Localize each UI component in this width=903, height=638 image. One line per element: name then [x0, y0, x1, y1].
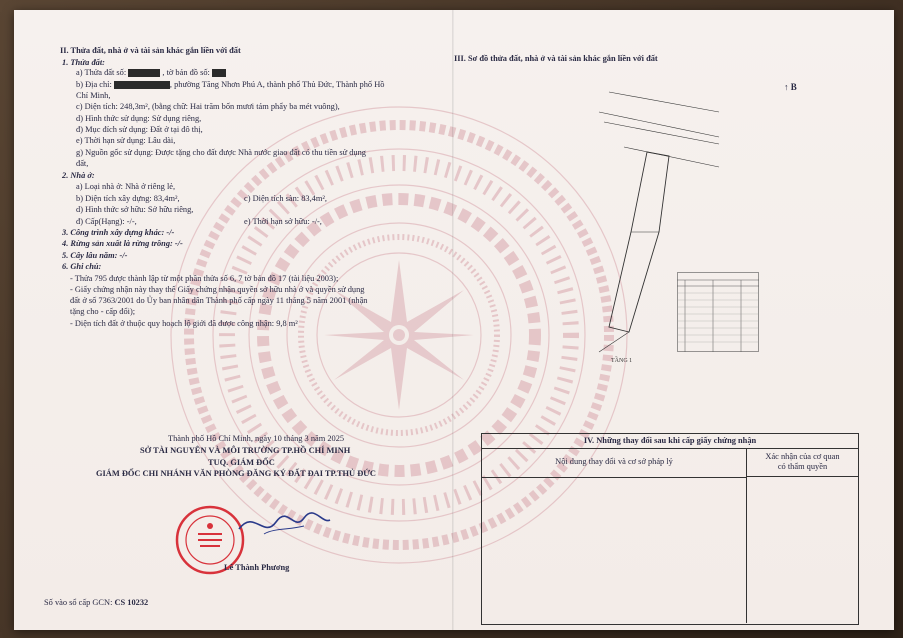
house-ownership: d) Hình thức sở hữu: Sở hữu riêng,: [76, 205, 194, 214]
note-2c: tặng cho - cấp đổi);: [70, 307, 136, 316]
map-sheet-label: , tờ bản đồ số:: [162, 68, 210, 77]
address-rest: , phường Tăng Nhơn Phú A, thành phố Thủ Đức, Thành phố Hồ: [169, 80, 385, 89]
column-divider: [746, 477, 747, 623]
land-parcel-line: [76, 68, 226, 79]
house-section-title: 2. Nhà ở:: [62, 171, 95, 180]
registry-label: Số vào sổ cấp GCN:: [44, 598, 113, 607]
coordinate-table-icon: [677, 272, 759, 352]
planted-forest: 4. Rừng sản xuất là rừng trồng: -/-: [62, 239, 183, 248]
house-term: e) Thời hạn sở hữu: -/-,: [244, 217, 322, 226]
land-section-title: 1. Thửa đất:: [62, 58, 105, 67]
area-line: c) Diện tích: 248,3m², (bằng chữ: Hai trăm bốn mươi tám phẩy ba mét vuông),: [76, 102, 340, 111]
registry-number: CS 10232: [114, 598, 149, 607]
issue-date: Thành phố Hồ Chí Minh, ngày 10 tháng 3 năm 2025: [168, 434, 345, 443]
authority-line-2: có thẩm quyền: [777, 462, 828, 471]
perennial-trees: 5. Cây lâu năm: -/-: [62, 251, 128, 260]
redacted-parcel: [128, 69, 160, 77]
parcel-label: a) Thửa đất số:: [76, 68, 127, 77]
note-2b: đất ở số 7363/2001 do Ủy ban nhân dân Thành phố cấp ngày 11 tháng 5 năm 2001 (nhận: [70, 296, 368, 305]
note-1: - Thửa 795 được thành lập từ một phần thửa số 6, 7 tờ bản đồ 17 (tài liệu 2003);: [70, 274, 339, 283]
north-label: B: [790, 82, 797, 92]
house-floor-area: c) Diện tích sàn: 83,4m²,: [244, 194, 327, 203]
north-arrow: [784, 82, 797, 92]
department-name: SỞ TÀI NGUYÊN VÀ MÔI TRƯỜNG TP.HỒ CHÍ MINH: [140, 446, 351, 455]
map-caption: TẦNG 1: [611, 358, 633, 364]
address-label: b) Địa chỉ:: [76, 80, 112, 89]
usage-purpose: đ) Mục đích sử dụng: Đất ở tại đô thị,: [76, 125, 203, 134]
redacted-sheet: [212, 69, 226, 77]
north-arrow-icon: ↑: [784, 82, 789, 92]
house-build-area: b) Diện tích xây dựng: 83,4m²,: [76, 194, 180, 203]
usage-term: e) Thời hạn sử dụng: Lâu dài,: [76, 136, 176, 145]
usage-form: d) Hình thức sử dụng: Sử dụng riêng,: [76, 114, 202, 123]
note-3: - Diện tích đất ở thuộc quy hoạch lộ giới đã được công nhận: 9,8 m²: [70, 319, 298, 328]
address-line: [76, 80, 384, 91]
redacted-address: [114, 81, 170, 89]
house-grade: đ) Cấp(Hạng): -/-,: [76, 217, 137, 226]
center-fold: [452, 10, 454, 630]
director-title: GIÁM ĐỐC CHI NHÁNH VĂN PHÒNG ĐĂNG KÝ ĐẤT ĐAI TP.THỦ ĐỨC: [96, 469, 376, 478]
changes-column-header: Nội dung thay đổi và cơ sở pháp lý: [482, 449, 747, 478]
note-2a: - Giấy chứng nhận này thay thế Giấy chứng nhận quyền sở hữu nhà ở và quyền sử dụng: [70, 285, 365, 294]
notes-title: 6. Ghi chú:: [62, 262, 102, 271]
changes-table: [481, 433, 859, 625]
registry-line: [44, 598, 148, 609]
signer-name: Lê Thành Phương: [224, 563, 290, 572]
changes-title: IV. Những thay đổi sau khi cấp giấy chứng nhận: [482, 434, 858, 449]
usage-origin-cont: đất,: [76, 159, 89, 168]
usage-origin: g) Nguồn gốc sử dụng: Được tặng cho đất được Nhà nước giao đất có thu tiền sử dụng: [76, 148, 366, 157]
certificate-paper: [14, 10, 894, 630]
authorization: TUQ. GIÁM ĐỐC: [208, 458, 275, 467]
signature-icon: [234, 504, 334, 544]
other-construction: 3. Công trình xây dựng khác: -/-: [62, 228, 175, 237]
authority-line-1: Xác nhận của cơ quan: [765, 452, 840, 461]
section2-title: II. Thửa đất, nhà ở và tài sản khác gắn liền với đất: [60, 46, 241, 55]
house-type: a) Loại nhà ở: Nhà ở riêng lẻ,: [76, 182, 176, 191]
address-cont: Chí Minh,: [76, 91, 111, 100]
authority-column-header: [747, 449, 858, 477]
section3-title: III. Sơ đồ thửa đất, nhà ở và tài sản khác gắn liền với đất: [454, 54, 658, 63]
